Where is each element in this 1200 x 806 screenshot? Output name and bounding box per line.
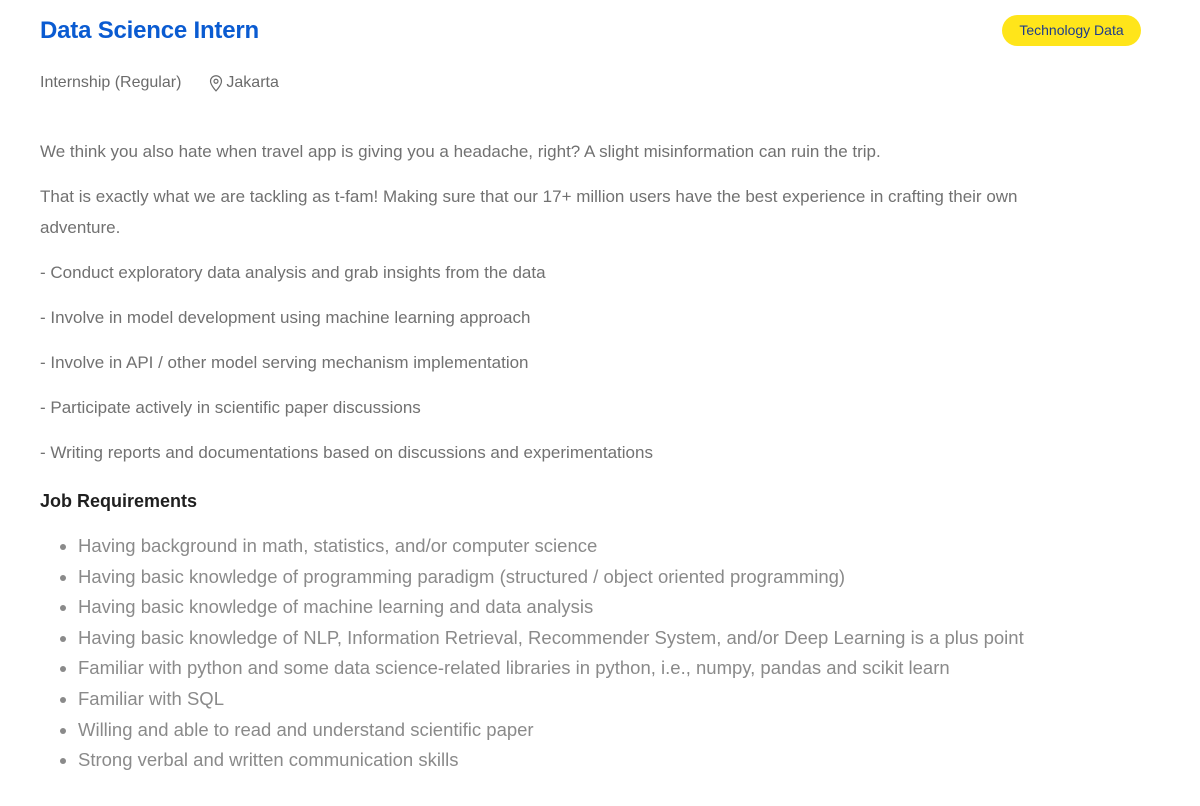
requirements-heading: Job Requirements bbox=[40, 491, 198, 511]
map-pin-icon bbox=[209, 75, 223, 92]
job-location bbox=[209, 74, 278, 92]
category-badge[interactable]: Technology Data bbox=[1002, 15, 1141, 46]
requirement-item: • Strong verbal and written communication skills bbox=[78, 745, 1158, 776]
requirement-item: • Willing and able to read and understand scientific paper bbox=[78, 715, 1158, 746]
responsibility-item: - Involve in API / other model serving mechanism implementation bbox=[40, 353, 529, 372]
requirement-item: • Having basic knowledge of machine learning and data analysis bbox=[78, 592, 1158, 623]
job-meta bbox=[40, 72, 279, 94]
requirements-list bbox=[40, 531, 1158, 776]
employment-type: Internship (Regular) bbox=[40, 74, 182, 91]
requirement-item: • Having background in math, statistics, and/or computer science bbox=[78, 531, 1158, 562]
description-paragraph: That is exactly what we are tackling as t-fam! Making sure that our 17+ million users have the best experience in crafting their own adventure. bbox=[40, 187, 1018, 237]
requirement-item: • Familiar with SQL bbox=[78, 684, 1158, 715]
job-title: Data Science Intern bbox=[40, 17, 259, 44]
responsibility-item: - Involve in model development using machine learning approach bbox=[40, 308, 531, 327]
requirement-item: • Having basic knowledge of NLP, Information Retrieval, Recommender System, and/or Deep Learning is a plus point bbox=[78, 623, 1158, 654]
requirement-item: • Familiar with python and some data science-related libraries in python, i.e., numpy, pandas and scikit learn bbox=[78, 653, 1158, 684]
responsibility-item: - Conduct exploratory data analysis and grab insights from the data bbox=[40, 263, 546, 282]
location-label: Jakarta bbox=[226, 74, 279, 91]
responsibility-item: - Participate actively in scientific paper discussions bbox=[40, 398, 421, 417]
responsibility-item: - Writing reports and documentations based on discussions and experimentations bbox=[40, 443, 653, 462]
description-paragraph: We think you also hate when travel app is giving you a headache, right? A slight misinformation can ruin the trip. bbox=[40, 142, 881, 161]
job-description bbox=[40, 136, 1080, 482]
requirement-item: • Having basic knowledge of programming paradigm (structured / object oriented programming) bbox=[78, 562, 1158, 593]
